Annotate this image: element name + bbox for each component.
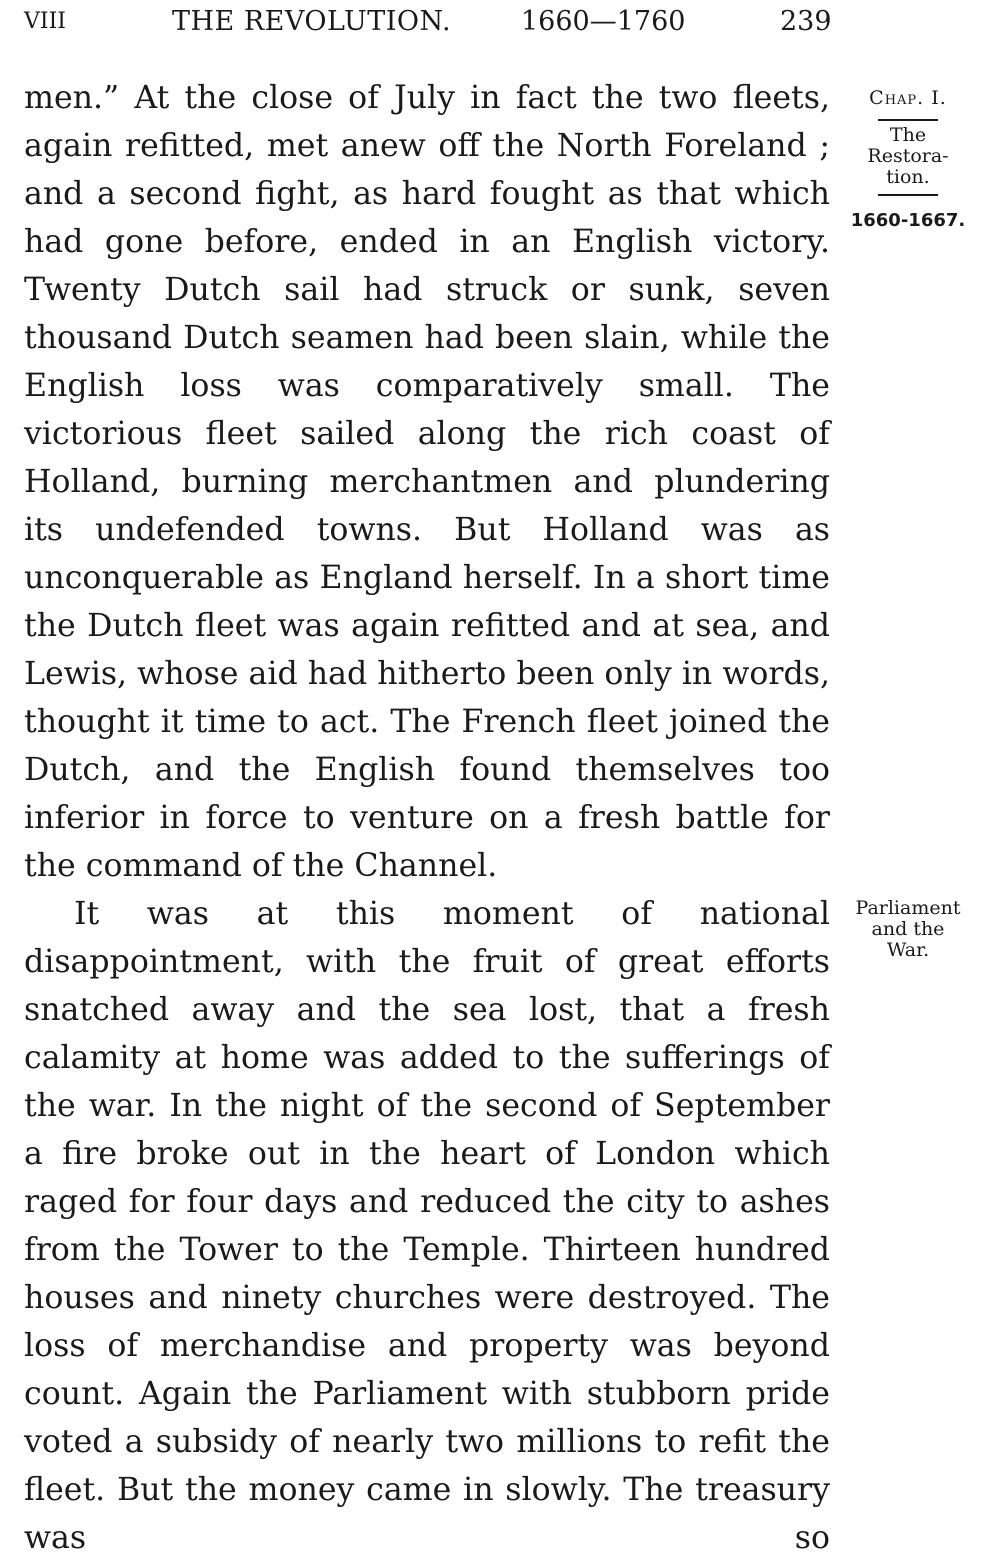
margin-rule: [878, 194, 938, 196]
margin-section-line: Restora-: [867, 145, 949, 167]
margin-rule: [878, 119, 938, 121]
margin-chapter-label: Chap. I.: [869, 87, 947, 109]
paragraph: men.” At the close of July in fact the two fleets, again refitted, met anew off the North Foreland ; and a second fight, as hard fought as that which had gone before, ended in an English victory. Twenty Dutch sail had struck or sunk, seven thousand Dutch seamen had been slain, while the English loss was comparatively small. The victorious fleet sailed along the rich coast of Holland, burning merchantmen and plundering its undefended towns. But Holland was as unconquerable as England herself. In a short time the Dutch fleet was again refitted and at sea, and Lewis, whose aid had hitherto been only in words, thought it time to act. The French fleet joined the Dutch, and the English found themselves too inferior in force to venture on a fresh battle for the command of the Channel.: [24, 80, 830, 884]
running-header: [24, 4, 830, 40]
page-number: 239: [780, 6, 832, 37]
margin-note-topic: [838, 898, 978, 961]
margin-years: 1660-1667.: [850, 210, 966, 231]
margin-topic-line: Parliament: [855, 897, 961, 919]
header-title: THE REVOLUTION.: [172, 6, 452, 37]
margin-topic-line: War.: [886, 939, 930, 961]
margin-section-line: tion.: [886, 166, 930, 188]
header-chapter-number: VIII: [24, 9, 66, 34]
header-dates: 1660—1760: [521, 6, 686, 37]
margin-note-chapter: [838, 88, 978, 231]
paragraph: It was at this moment of national disappointment, with the fruit of great efforts snatched away and the sea lost, that a fresh calamity at home was added to the sufferings of the war. In the night of the second of September a fire broke out in the heart of London which raged for four days and reduced the city to ashes from the Tower to the Temple. Thirteen hundred houses and ninety churches were destroyed. The loss of merchandise and property was beyond count. Again the Parliament with stubborn pride voted a subsidy of nearly two millions to refit the fleet. But the money came in slowly. The treasury was so: [24, 896, 830, 1556]
body-text: [24, 74, 830, 1562]
margin-topic-line: and the: [871, 918, 945, 940]
margin-section-line: The: [889, 124, 927, 146]
